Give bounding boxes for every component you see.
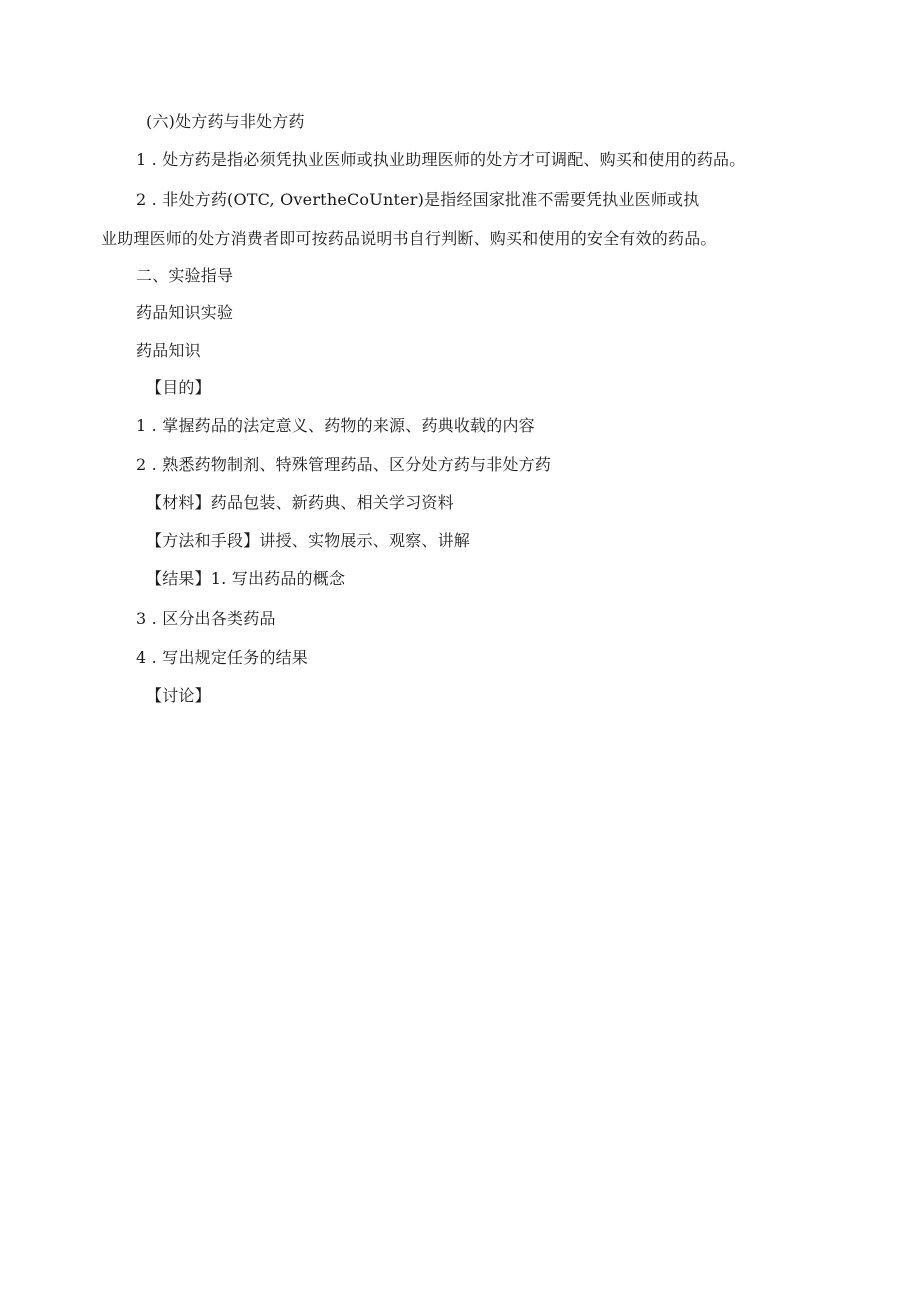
section-six-heading: (六)处方药与非处方药	[146, 112, 305, 131]
purpose-item-1: 1 . 掌握药品的法定意义、药物的来源、药典收载的内容	[136, 416, 535, 435]
materials-line: 【材料】药品包装、新药典、相关学习资料	[146, 493, 454, 512]
methods-line: 【方法和手段】讲授、实物展示、观察、讲解	[146, 531, 471, 550]
section-two-heading: 二、实验指导	[136, 266, 234, 285]
purpose-label: 【目的】	[146, 378, 211, 397]
results-item-3: 3 . 区分出各类药品	[136, 609, 276, 628]
otc-drug-definition-line2: 业助理医师的处方消费者即可按药品说明书自行判断、购买和使用的安全有效的药品。	[101, 229, 717, 248]
results-line: 【结果】1. 写出药品的概念	[146, 569, 346, 588]
discussion-label: 【讨论】	[146, 686, 211, 705]
experiment-subtitle: 药品知识	[136, 341, 201, 360]
purpose-item-2: 2 . 熟悉药物制剂、特殊管理药品、区分处方药与非处方药	[136, 455, 552, 474]
experiment-title: 药品知识实验	[136, 303, 234, 322]
otc-drug-definition-line1: 2 . 非处方药(OTC, OvertheCoUnter)是指经国家批准不需要凭执业医师或执	[136, 190, 700, 209]
prescription-drug-definition: 1 . 处方药是指必须凭执业医师或执业助理医师的处方才可调配、购买和使用的药品。	[136, 150, 746, 169]
results-item-4: 4 . 写出规定任务的结果	[136, 648, 309, 667]
